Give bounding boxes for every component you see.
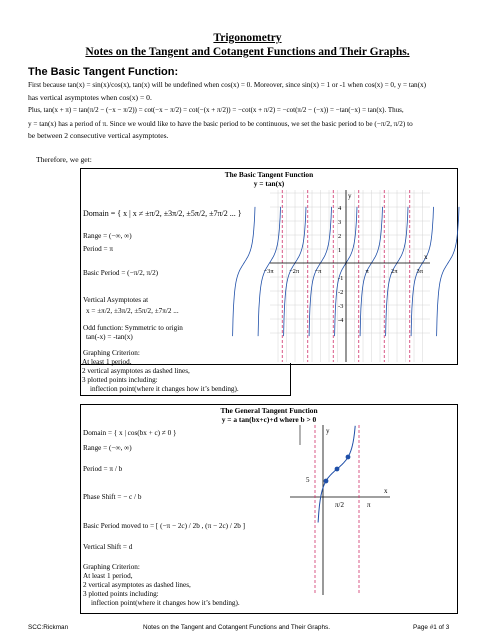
box1-gc-1: At least 1 period,: [82, 358, 132, 366]
box1-border-ext-bottom: [80, 395, 290, 396]
graph1-y-tick: 3: [338, 219, 342, 226]
doc-subtitle: Notes on the Tangent and Cotangent Functions and Their Graphs.: [85, 46, 410, 58]
intro-line-4: y = tan(x) has a period of π. Since we would like to have the basic period to be continuous, we set the basic period to be (−π/2, π/2) to: [28, 120, 413, 128]
graph1-y-tick: -4: [338, 317, 344, 324]
intro-line-1: First because tan(x) = sin(x)/cos(x), tan(x) will be undefined when cos(x) = 0. Moreover, since sin(x) = 1 or -1 when cos(x) = 0, y = tan(x): [28, 81, 427, 89]
graph1-y-tick: 4: [338, 205, 342, 212]
box2-gc-4: inflection point(where it changes how it’s bending).: [91, 599, 240, 607]
graph2-y-tick: 5: [306, 476, 310, 484]
box2-title: The General Tangent Function: [220, 406, 318, 415]
graph1-x-tick: π: [365, 268, 369, 275]
graph2-plotted-point: [335, 467, 340, 472]
graph1-grid: [270, 190, 430, 362]
tangent-graph: [263, 190, 430, 362]
box2-gc-0: Graphing Criterion:: [83, 563, 140, 571]
graph2-x-tick-1: π/2: [335, 501, 344, 509]
box2-subtitle: y = a tan(bx+c)+d where b > 0: [221, 415, 317, 424]
graph1-x-tick: −2π: [289, 268, 300, 275]
graph1-y-tick: -1: [338, 275, 344, 282]
box2-vertical-shift: Vertical Shift = d: [83, 543, 133, 551]
box1-gc-3: 3 plotted points including:: [82, 376, 158, 384]
box2-gc-1: At least 1 period,: [83, 572, 133, 580]
box2-basic-period: Basic Period moved to = [ (−π − 2c) / 2b , (π − 2c) / 2b ]: [83, 522, 245, 530]
intro-line-2: has vertical asymptotes when cos(x) = 0.: [28, 93, 152, 102]
graph1-x-tick: 2π: [391, 268, 398, 275]
intro-line-5: be between 2 consecutive vertical asymptotes.: [28, 131, 169, 140]
box2-gc-3: 3 plotted points including:: [83, 590, 159, 598]
box1-asymptotes-label: Vertical Asymptotes at: [83, 296, 149, 304]
graph1-y-tick: -2: [338, 289, 344, 296]
box1-odd-function: Odd function: Symmetric to origin: [83, 324, 183, 332]
box2-phase-shift: Phase Shift = − c / b: [83, 493, 142, 501]
graph2-y-label: y: [326, 427, 330, 435]
footer-center: Notes on the Tangent and Cotangent Functions and Their Graphs.: [143, 624, 330, 631]
box2-domain: Domain = { x | cos(bx + c) ≠ 0 }: [83, 429, 177, 437]
graph2-x-tick-2: π: [367, 501, 371, 509]
graph1-x-tick: −3π: [263, 268, 274, 275]
box1-border-ext-left: [80, 363, 81, 396]
graph1-x-label: x: [424, 253, 428, 261]
box1-odd-identity: tan(-x) = -tan(x): [86, 333, 133, 341]
doc-title: Trigonometry: [213, 32, 282, 44]
box1-asymptotes-values: x = ±π/2, ±3π/2, ±5π/2, ±7π/2 ...: [86, 307, 179, 315]
box1-domain: Domain = { x | x ≠ ±π/2, ±3π/2, ±5π/2, ±7π/2 ... }: [83, 209, 242, 218]
box1-subtitle: y = tan(x): [253, 179, 285, 188]
footer-left: SCC:Rickman: [28, 624, 69, 631]
graph1-y-label: y: [348, 192, 352, 200]
graph1-x-ticks: [264, 268, 424, 275]
box1-title: The Basic Tangent Function: [224, 170, 314, 179]
box1-gc-4: inflection point(where it changes how it’s bending).: [90, 385, 239, 393]
graph2-x-label: x: [384, 487, 388, 495]
box1-gc-2: 2 vertical asymptotes as dashed lines,: [82, 367, 190, 375]
graph2-plotted-point: [346, 455, 351, 460]
general-tangent-box: [80, 404, 458, 614]
therefore-text: Therefore, we get:: [36, 155, 92, 164]
footer-page-number: Page #1 of 3: [413, 624, 450, 631]
section-heading: The Basic Tangent Function:: [28, 66, 179, 78]
box1-period: Period = π: [83, 245, 114, 253]
graph2-plotted-point: [324, 479, 329, 484]
box2-range: Range = (−∞, ∞): [83, 444, 132, 452]
intro-line-3: Plus, tan(x + π) = tan(π/2 − (−x − π/2)) = cot(−x − π/2) = cot(−(x + π/2)) = −cot(x + π/2) = −cot(π/2 − (−x)) = −tan(−x) = tan(x). Thus,: [28, 106, 404, 114]
graph1-y-tick: -3: [338, 303, 344, 310]
box1-range: Range = (−∞, ∞): [83, 232, 132, 240]
graph1-y-tick: 1: [338, 247, 342, 254]
box2-gc-2: 2 vertical asymptotes as dashed lines,: [83, 581, 191, 589]
general-tangent-graph: [290, 425, 390, 595]
box1-border-ext-right: [290, 363, 291, 396]
box1-gc-0: Graphing Criterion:: [83, 349, 140, 357]
box2-period: Period = π / b: [83, 465, 123, 473]
graph1-y-ticks: [338, 205, 344, 324]
box1-basic-period: Basic Period = (−π/2, π/2): [83, 269, 159, 277]
graph1-x-tick: −π: [314, 268, 322, 275]
graph1-y-tick: 2: [338, 233, 342, 240]
graph1-x-tick: 3π: [416, 268, 424, 275]
